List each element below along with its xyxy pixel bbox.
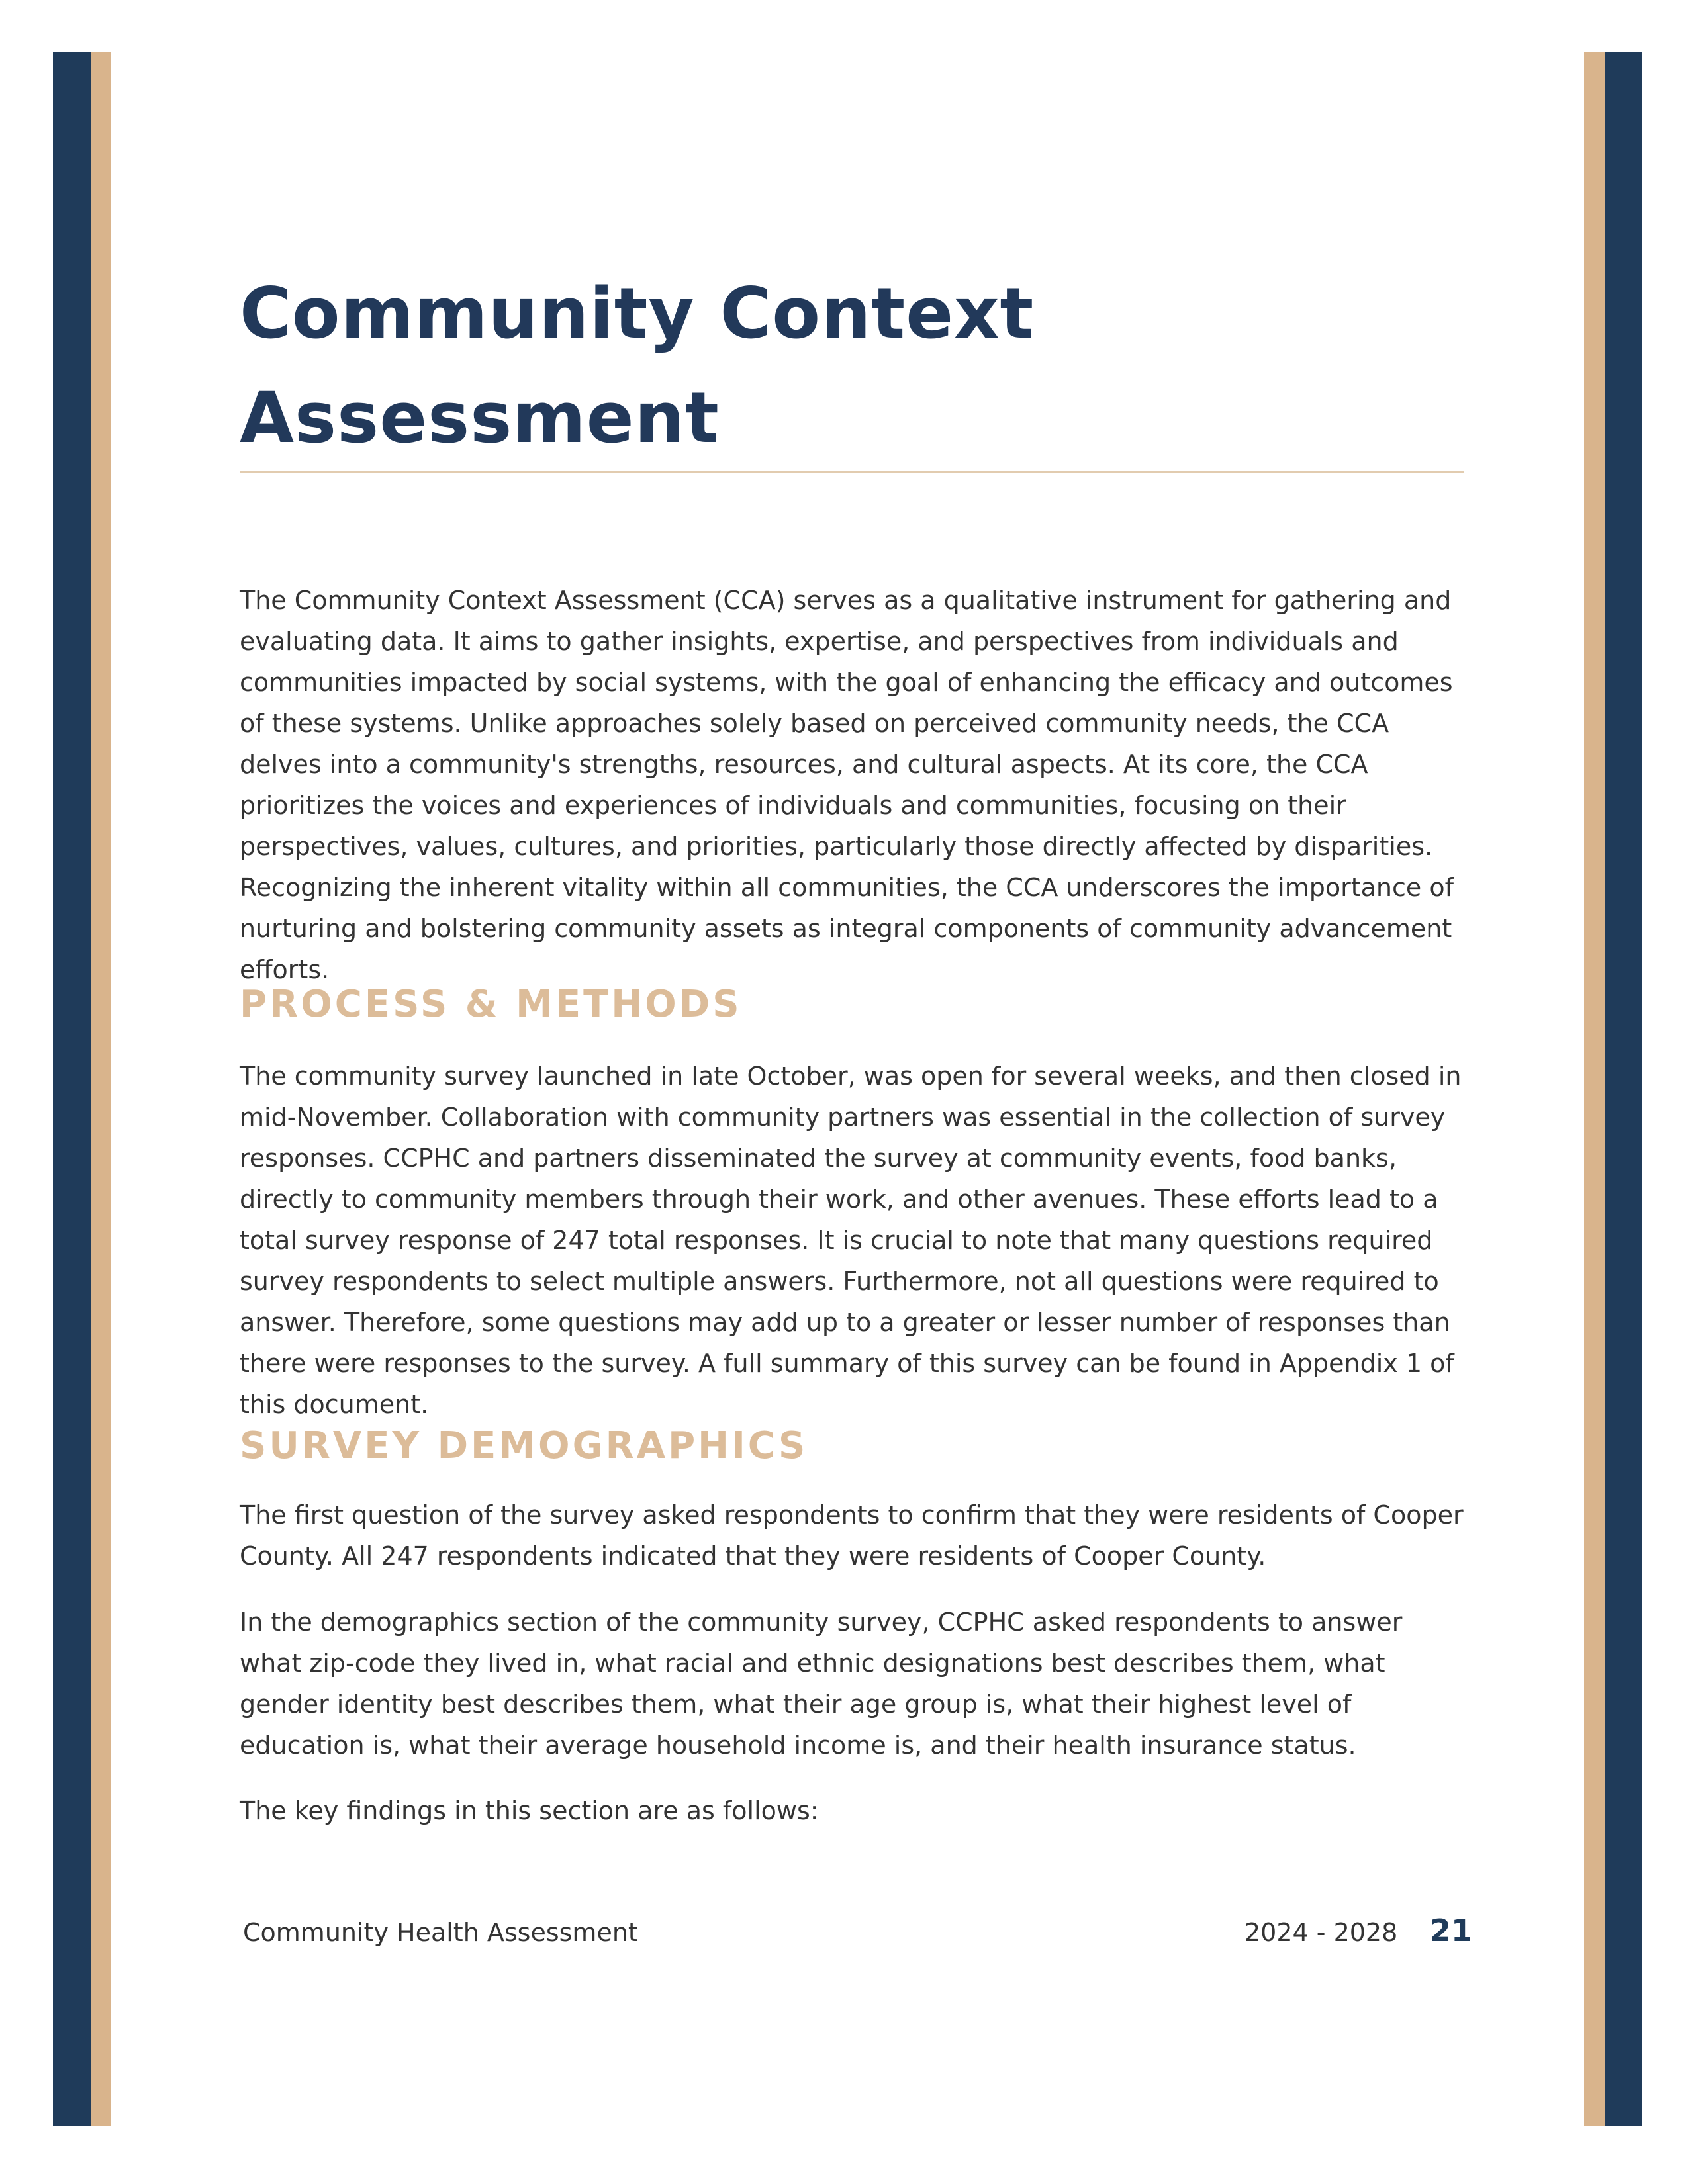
demographics-paragraph-questions: In the demographics section of the community survey, CCPHC asked respondents to answer what zip-code they lived in, what racial and ethnic designations best describes them, what gender identity best describes them, what their age group is, what their highest level of education is, what their average household income is, and their health insurance status. (240, 1608, 1403, 1760)
process-methods-paragraph: The community survey launched in late October, was open for several weeks, and then closed in mid-November. Collaboration with community partners was essential in the collection of survey responses. CCPHC and partners disseminated the survey at community events, food banks, directly to community members through their work, and other avenues. These efforts lead to a total survey response of 247 total responses. It is crucial to note that many questions required survey respondents to select multiple answers. Furthermore, not all questions were required to answer. Therefore, some questions may add up to a greater or lesser number of responses than there were responses to the survey. A full summary of this survey can be found in Appendix 1 of this document. (240, 1062, 1462, 1419)
title-divider (240, 471, 1464, 473)
right-tan-border-stripe (1584, 52, 1605, 2126)
intro-paragraph: The Community Context Assessment (CCA) serves as a qualitative instrument for gathering and evaluating data. It aims to gather insights, expertise, and perspectives from individuals and communities impacted by social systems, with the goal of enhancing the efficacy and outcomes of these systems. Unlike approaches solely based on perceived community needs, the CCA delves into a community's strengths, resources, and cultural aspects. At its core, the CCA prioritizes the voices and experiences of individuals and communities, focusing on their perspectives, values, cultures, and priorities, particularly those directly affected by disparities. Recognizing the inherent vitality within all communities, the CCA underscores the importance of nurturing and bolstering community assets as integral components of community advancement efforts. (240, 586, 1454, 984)
left-tan-border-stripe (91, 52, 111, 2126)
page-title: Community Context Assessment (240, 273, 1035, 459)
demographics-paragraph-residency: The first question of the survey asked respondents to confirm that they were residents of Cooper County. All 247 respondents indicated that they were residents of Cooper County. (240, 1500, 1464, 1570)
demographics-paragraph-key-findings: The key findings in this section are as follows: (240, 1796, 819, 1825)
left-navy-border-stripe (53, 52, 91, 2126)
right-navy-border-stripe (1605, 52, 1642, 2126)
survey-demographics-heading: SURVEY DEMOGRAPHICS (240, 1424, 808, 1467)
footer-document-name: Community Health Assessment (243, 1918, 638, 1947)
footer-years: 2024 - 2028 (1244, 1918, 1398, 1947)
process-methods-heading: PROCESS & METHODS (240, 983, 742, 1026)
footer-page-number: 21 (1430, 1913, 1473, 1948)
